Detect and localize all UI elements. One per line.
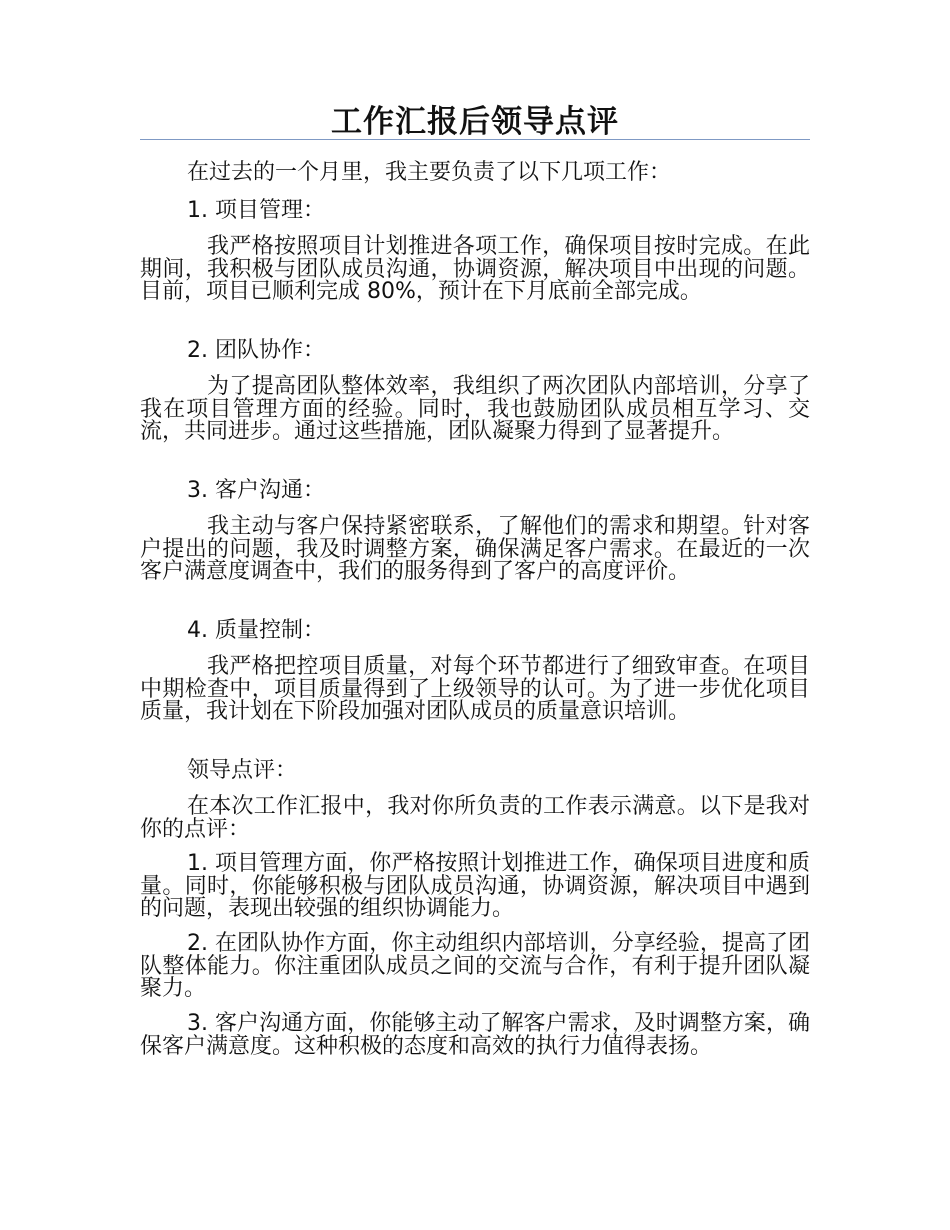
document-title: 工作汇报后领导点评: [331, 104, 619, 140]
title-underline: [140, 139, 810, 140]
intro-paragraph: 在过去的一个月里，我主要负责了以下几项工作：: [187, 160, 672, 185]
leader-review-intro: 在本次工作汇报中，我对你所负责的工作表示满意。以下是我对你的点评：: [140, 794, 810, 842]
body-paragraph-customer-communication: 我主动与客户保持紧密联系，了解他们的需求和期望。针对客户提出的问题，我及时调整方案，确保满足客户需求。在最近的一次客户满意度调查中，我们的服务得到了客户的高度评价。: [140, 514, 810, 584]
section-heading-team-collaboration: 2. 团队协作：: [187, 338, 325, 363]
review-item-customer-communication: 3. 客户沟通方面，你能够主动了解客户需求，及时调整方案，确保客户满意度。这种积极的态度和高效的执行力值得表扬。: [140, 1011, 810, 1059]
body-paragraph-team-collaboration: 为了提高团队整体效率，我组织了两次团队内部培训，分享了我在项目管理方面的经验。同时，我也鼓励团队成员相互学习、交流，共同进步。通过这些措施，团队凝聚力得到了显著提升。: [140, 374, 810, 444]
section-heading-quality-control: 4. 质量控制：: [187, 618, 325, 643]
body-paragraph-project-management: 我严格按照项目计划推进各项工作，确保项目按时完成。在此期间，我积极与团队成员沟通，协调资源，解决项目中出现的问题。目前，项目已顺利完成 80%，预计在下月底前全部完成。: [140, 234, 810, 304]
leader-review-heading: 领导点评：: [187, 758, 298, 783]
section-heading-customer-communication: 3. 客户沟通：: [187, 478, 325, 503]
section-heading-project-management: 1. 项目管理：: [187, 198, 325, 223]
review-item-team-collaboration: 2. 在团队协作方面，你主动组织内部培训，分享经验，提高了团队整体能力。你注重团队成员之间的交流与合作，有利于提升团队凝聚力。: [140, 931, 810, 1001]
review-item-project-management: 1. 项目管理方面，你严格按照计划推进工作，确保项目进度和质量。同时，你能够积极与团队成员沟通，协调资源，解决项目中遇到的问题，表现出较强的组织协调能力。: [140, 851, 810, 921]
body-paragraph-quality-control: 我严格把控项目质量，对每个环节都进行了细致审查。在项目中期检查中，项目质量得到了上级领导的认可。为了进一步优化项目质量，我计划在下阶段加强对团队成员的质量意识培训。: [140, 654, 810, 724]
